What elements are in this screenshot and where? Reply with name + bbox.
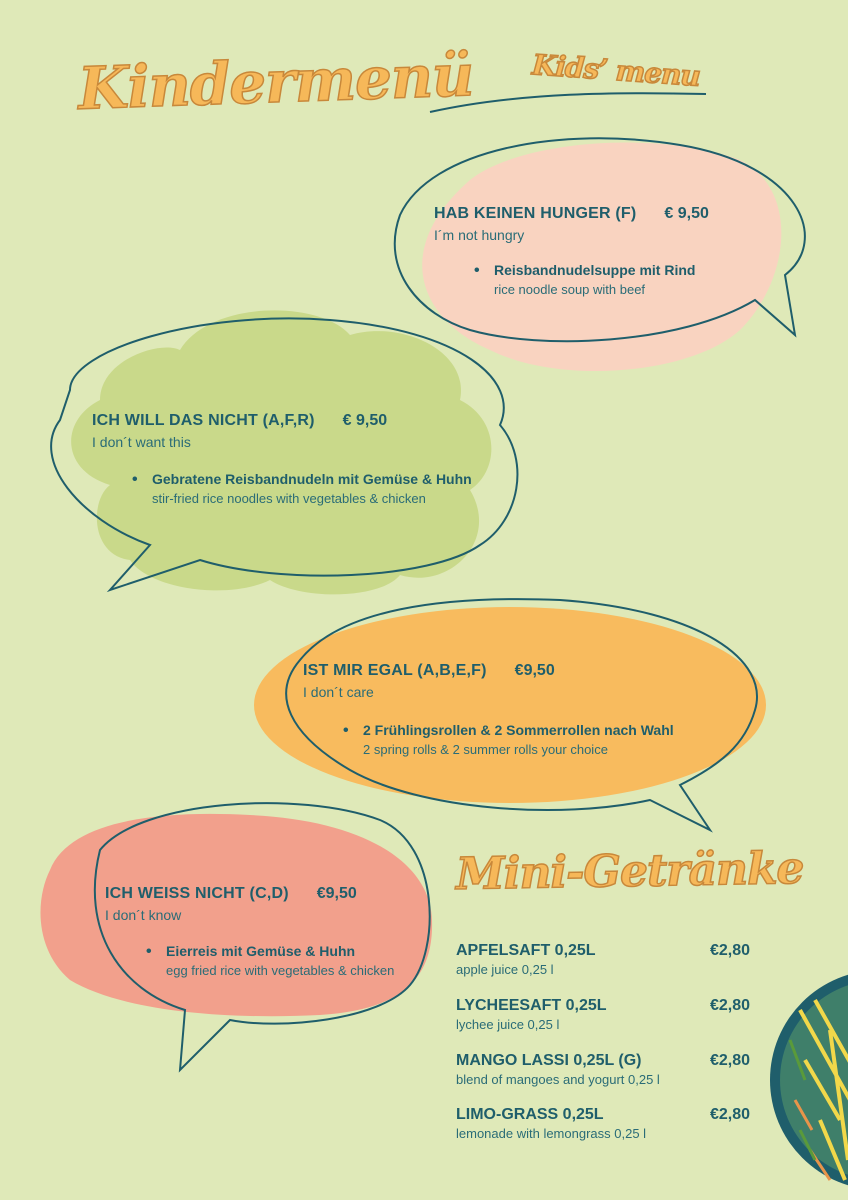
dish-english: I don´t want this — [92, 434, 191, 450]
drink-name: LYCHEESAFT 0,25L — [456, 997, 607, 1014]
bullet-icon: • — [474, 262, 480, 279]
orange-blob — [254, 607, 766, 803]
drink-english: apple juice 0,25 l — [456, 962, 554, 977]
dish-name: ICH WEISS NICHT (C,D) — [105, 885, 289, 902]
dish-english: I don´t know — [105, 907, 182, 923]
dish-name: IST MIR EGAL (A,B,E,F) — [303, 662, 487, 679]
dish-block — [105, 885, 357, 923]
item-english: stir-fried rice noodles with vegetables & chicken — [152, 491, 426, 506]
drink-price: €2,80 — [709, 1052, 750, 1069]
page-subtitle: Kids’ menu — [531, 48, 701, 93]
drink-price: €2,80 — [709, 942, 750, 959]
drink-price: €2,80 — [709, 997, 750, 1014]
drink-row — [456, 1052, 750, 1087]
bullet-icon: • — [343, 722, 349, 739]
noodle-bowl-image — [770, 970, 848, 1190]
dish-item — [132, 471, 472, 506]
dish-price: € 9,50 — [342, 412, 388, 429]
dish-price: € 9,50 — [664, 205, 709, 222]
green-cloud — [71, 310, 491, 594]
drink-name: LIMO-GRASS 0,25L — [456, 1106, 604, 1123]
drink-price: €2,80 — [709, 1106, 750, 1123]
dish-name: HAB KEINEN HUNGER (F) — [434, 205, 637, 222]
dish-english: I don´t care — [303, 684, 374, 700]
dish-item — [146, 943, 395, 978]
bullet-icon: • — [146, 943, 152, 960]
drink-row — [456, 942, 750, 977]
item-english: egg fried rice with vegetables & chicken — [166, 963, 395, 978]
dish-block — [434, 205, 709, 243]
drink-name: MANGO LASSI 0,25L (G) — [456, 1052, 642, 1069]
dish-price: €9,50 — [514, 662, 555, 679]
drink-name: APFELSAFT 0,25L — [456, 942, 596, 959]
page-title: Kindermenü — [76, 41, 475, 123]
drinks-title: Mini-Getränke — [455, 842, 804, 901]
dish-english: I´m not hungry — [434, 227, 525, 243]
dish-block — [92, 412, 387, 450]
drink-english: lychee juice 0,25 l — [456, 1017, 560, 1032]
item-name: 2 Frühlingsrollen & 2 Sommerrollen nach Wahl — [363, 722, 674, 738]
dish-block — [303, 662, 555, 700]
pink-blob — [422, 143, 781, 371]
drink-english: blend of mangoes and yogurt 0,25 l — [456, 1072, 660, 1087]
drink-row — [456, 1106, 750, 1141]
item-name: Gebratene Reisbandnudeln mit Gemüse & Huhn — [152, 471, 472, 487]
dish-price: €9,50 — [316, 885, 357, 902]
item-name: Reisbandnudelsuppe mit Rind — [494, 262, 696, 278]
bullet-icon: • — [132, 471, 138, 488]
drink-english: lemonade with lemongrass 0,25 l — [456, 1126, 647, 1141]
dish-item — [474, 262, 696, 297]
dish-name: ICH WILL DAS NICHT (A,F,R) — [92, 412, 315, 429]
item-name: Eierreis mit Gemüse & Huhn — [166, 943, 356, 959]
dish-item — [343, 722, 674, 757]
item-english: rice noodle soup with beef — [494, 282, 646, 297]
drink-row — [456, 997, 750, 1032]
item-english: 2 spring rolls & 2 summer rolls your choice — [363, 742, 608, 757]
